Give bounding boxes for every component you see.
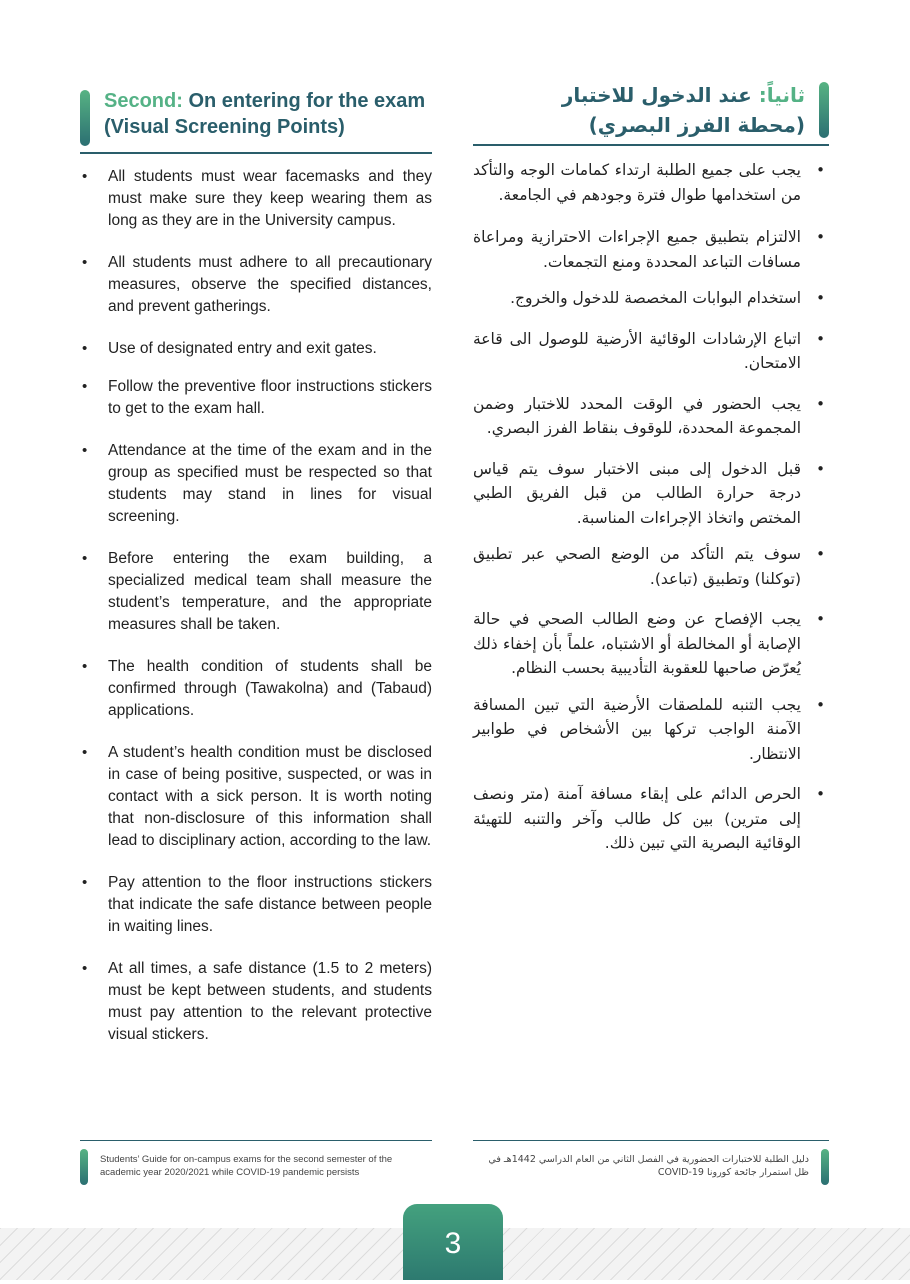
page-number: 3: [403, 1204, 503, 1280]
arabic-list-item: [473, 693, 829, 767]
arabic-list-item: [473, 607, 829, 681]
english-heading-rule: [80, 152, 432, 154]
english-item-text: All students must wear facemasks and they must make sure they keep wearing them as long as they are in the University campus.: [108, 168, 432, 229]
arabic-footer: [473, 1140, 829, 1187]
arabic-bullet-list: [473, 158, 829, 856]
bullet-icon: •: [82, 168, 88, 185]
bullet-icon: •: [816, 161, 825, 179]
arabic-heading-block: [473, 80, 829, 140]
bullet-icon: •: [816, 610, 825, 628]
english-list-item: [80, 548, 432, 636]
arabic-item-text: يجب الحضور في الوقت المحدد للاختبار وضمن المجموعة المحددة، للوقوف بنقاط الفرز البصري.: [473, 394, 801, 437]
english-list-item: [80, 958, 432, 1046]
english-list-item: [80, 742, 432, 852]
bullet-icon: •: [82, 340, 88, 357]
arabic-heading-rule: [473, 144, 829, 146]
english-heading-text: On entering for the exam (Visual Screening Points): [104, 90, 426, 138]
arabic-list-item: [473, 158, 829, 207]
english-heading-block: [80, 88, 432, 148]
arabic-heading: [473, 80, 805, 140]
english-footer: [80, 1140, 432, 1187]
arabic-footer-rule: [473, 1140, 829, 1141]
arabic-footer-text: دليل الطلبة للاختبارات الحضورية في الفصل الثاني من العام الدراسي 1442هـ في ظل استمرار جائحة كورونا COVID-19: [488, 1154, 809, 1178]
english-list-item: [80, 252, 432, 318]
bullet-icon: •: [82, 254, 88, 271]
bullet-icon: •: [82, 378, 88, 395]
arabic-list-item: [473, 225, 829, 274]
arabic-column: [473, 78, 829, 856]
english-heading-prefix: Second:: [104, 90, 183, 112]
bullet-icon: •: [816, 785, 825, 803]
arabic-list-item: [473, 286, 829, 311]
arabic-item-text: اتباع الإرشادات الوقائية الأرضية للوصول الى قاعة الامتحان.: [473, 329, 801, 372]
bullet-icon: •: [816, 545, 825, 563]
arabic-item-text: سوف يتم التأكد من الوضع الصحي عبر تطبيق (توكلنا) وتطبيق (تباعد).: [473, 545, 801, 588]
english-footer-bar: [80, 1149, 88, 1185]
bullet-icon: •: [816, 329, 825, 348]
english-column: [80, 78, 432, 1046]
arabic-item-text: قبل الدخول إلى مبنى الاختبار سوف يتم قياس درجة حرارة الطالب من قبل الفريق الطبي المختص واتخاذ الإجراءات المناسبة.: [473, 459, 801, 527]
bullet-icon: •: [816, 228, 825, 246]
bullet-icon: •: [816, 695, 825, 714]
english-list-item: [80, 872, 432, 938]
arabic-list-item: [473, 782, 829, 856]
arabic-item-text: استخدام البوابات المخصصة للدخول والخروج.: [510, 289, 801, 307]
arabic-heading-text: عند الدخول للاختبار: [561, 83, 752, 107]
english-item-text: Before entering the exam building, a specialized medical team shall measure the student’s temperature, and the appropriate measures shall be taken.: [108, 550, 432, 633]
english-list-item: [80, 166, 432, 232]
arabic-item-text: الحرص الدائم على إبقاء مسافة آمنة (متر ونصف إلى مترين) بين كل طالب وآخر والتنبه للتهيئة الوقائية البصرية التي تبين ذلك.: [473, 785, 801, 852]
bullet-icon: •: [82, 658, 88, 675]
arabic-item-text: يجب التنبه للملصقات الأرضية التي تبين المسافة الآمنة الواجب تركها بين الأشخاص في طوابير الانتظار.: [473, 695, 801, 763]
bullet-icon: •: [82, 442, 88, 459]
english-heading: [104, 88, 432, 140]
arabic-accent-bar: [819, 82, 829, 138]
arabic-heading-prefix: ثانياً:: [758, 83, 805, 107]
english-item-text: Follow the preventive floor instructions stickers to get to the exam hall.: [108, 378, 432, 417]
english-list-item: [80, 440, 432, 528]
english-list-item: [80, 376, 432, 420]
arabic-list-item: [473, 457, 829, 531]
arabic-item-text: الالتزام بتطبيق جميع الإجراءات الاحترازية ومراعاة مسافات التباعد المحددة ومنع التجمعات.: [473, 228, 801, 271]
english-item-text: Use of designated entry and exit gates.: [108, 340, 377, 357]
english-item-text: The health condition of students shall be confirmed through (Tawakolna) and (Tabaud) applications.: [108, 658, 432, 719]
bullet-icon: •: [816, 394, 825, 413]
bullet-icon: •: [82, 550, 88, 567]
arabic-list-item: [473, 542, 829, 591]
arabic-list-item: [473, 327, 829, 376]
arabic-heading-subtitle: (محطة الفرز البصري): [588, 113, 805, 137]
english-bullet-list: [80, 166, 432, 1046]
english-accent-bar: [80, 90, 90, 146]
english-list-item: [80, 656, 432, 722]
english-list-item: [80, 338, 432, 360]
arabic-footer-bar: [821, 1149, 829, 1185]
english-item-text: A student’s health condition must be disclosed in case of being positive, suspected, or was in contact with a sick person. It is worth noting that non-disclosure of this information shall lead to disciplinary action, according to the law.: [108, 744, 432, 849]
english-item-text: All students must adhere to all precautionary measures, observe the specified distances, and prevent gatherings.: [108, 254, 432, 315]
arabic-item-text: يجب الإفصاح عن وضع الطالب الصحي في حالة الإصابة أو المخالطة أو الاشتباه، علماً بأن إخفاء ذلك يُعرّض صاحبها للعقوبة التأديبية بحسب النظام.: [473, 610, 801, 677]
english-item-text: Attendance at the time of the exam and in the group as specified must be respected so that students may stand in lines for visual screening.: [108, 442, 432, 525]
bullet-icon: •: [82, 874, 88, 891]
bullet-icon: •: [82, 744, 88, 761]
english-item-text: Pay attention to the floor instructions stickers that indicate the safe distance between people in waiting lines.: [108, 874, 432, 935]
bullet-icon: •: [816, 459, 825, 478]
bullet-icon: •: [82, 960, 88, 977]
arabic-item-text: يجب على جميع الطلبة ارتداء كمامات الوجه والتأكد من استخدامها طوال فترة وجودهم في الجامعة.: [473, 161, 801, 204]
english-footer-text: Students’ Guide for on-campus exams for the second semester of the academic year 2020/2021 while COVID-19 pandemic persists: [100, 1154, 393, 1178]
english-footer-rule: [80, 1140, 432, 1141]
arabic-list-item: [473, 392, 829, 441]
english-item-text: At all times, a safe distance (1.5 to 2 meters) must be kept between students, and students must pay attention to the relevant protective visual stickers.: [108, 960, 432, 1043]
bullet-icon: •: [816, 289, 825, 307]
